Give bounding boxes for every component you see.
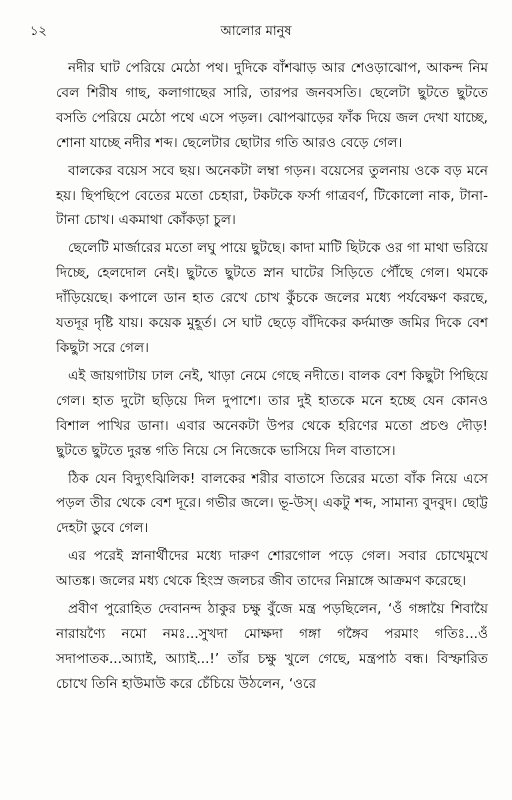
paragraph-1: নদীর ঘাট পেরিয়ে মেঠো পথ। দুদিকে বাঁশঝাড় আর শেওড়াঝোপ, আকন্দ নিম বেল শিরীষ গাছ, কলাগাছের সারি, তারপর জনবসতি। ছেলেটা ছুটতে ছুটতে বসতি পেরিয়ে মেঠো পথে এসে পড়ল। ঝোপঝাড়ের ফাঁক দিয়ে জল দেখা যাচ্ছে, শোনা যাচ্ছে নদীর শব্দ। ছেলেটার ছোটার গতি আরও বেড়ে গেল। xyxy=(56,60,488,151)
paragraph-4: এই জায়গাটায় ঢাল নেই, খাড়া নেমে গেছে নদীতে। বালক বেশ কিছুটা পিছিয়ে গেল। হাত দুটো ছড়িয়ে দিল দুপাশে। তার দুই হাতকে মনে হচ্ছে যেন কোনও বিশাল পাখির ডানা। এবার অনেকটা উপর থেকে হরিণের মতো প্রচণ্ড দৌড়! ছুটতে ছুটতে দুরন্ত গতি নিয়ে সে নিজেকে ভাসিয়ে দিল বাতাসে। xyxy=(56,367,488,459)
paragraph-5: ঠিক যেন বিদ্যুৎঝিলিক! বালকের শরীর বাতাসে তিরের মতো বাঁক নিয়ে এসে পড়ল তীর থেকে বেশ দূরে। গভীর জলে। ভূ-উস্। একটু শব্দ, সামান্য বুদবুদ। ছোট্ট দেহটা ডুবে গেল। xyxy=(56,470,488,537)
paragraph-6: এর পরেই স্নানার্থীদের মধ্যে দারুণ শোরগোল পড়ে গেল। সবার চোখেমুখে আতঙ্ক। জলের মধ্য থেকে হিংস্র জলচর জীব তাদের নিম্নাঙ্গে আক্রমণ করেছে। xyxy=(56,548,488,590)
body-text xyxy=(56,56,488,700)
running-title: আলোর মানুষ xyxy=(220,24,292,39)
page-number: ১২ xyxy=(30,24,47,39)
page-header xyxy=(30,22,482,42)
paragraph-3: ছেলেটি মার্জারের মতো লঘু পায়ে ছুটছে। কাদা মাটি ছিটকে ওর গা মাথা ভরিয়ে দিচ্ছে, হেলদোল নেই। ছুটতে ছুটতে স্নান ঘাটের সিড়িতে পৌঁছে গেল। থমকে দাঁড়িয়েছে। কপালে ডান হাত রেখে চোখ কুঁচকে জলের মধ্যে পর্যবেক্ষণ করছে, যতদূর দৃষ্টি যায়। কয়েক মুহূর্ত। সে ঘাট ছেড়ে বাঁদিকের কর্দমাক্ত জমির দিকে বেশ কিছুটা সরে গেল। xyxy=(56,240,488,356)
paragraph-2: বালকের বয়েস সবে ছয়। অনেকটা লম্বা গড়ন। বয়েসের তুলনায় ওকে বড় মনে হয়। ছিপছিপে বেতের মতো চেহারা, টকটকে ফর্সা গাত্রবর্ণ, টিকোলো নাক, টানা-টানা চোখ। একমাথা কোঁকড়া চুল। xyxy=(56,162,488,229)
paragraph-7: প্রবীণ পুরোহিত দেবানন্দ ঠাকুর চক্ষু বুঁজে মন্ত্র পড়ছিলেন, ‘ওঁ গঙ্গায়ৈ শিবায়ৈ নারায়ণ্যৈ নমো নমঃ...সুখদা মোক্ষদা গঙ্গা গঙ্গৈব পরমাং গতিঃ...ওঁ সদাপাতক...আ্যাই, আ্যাই...!’ তাঁর চক্ষু খুলে গেছে, মন্ত্রপাঠ বন্ধ। বিস্ফারিত চোখে তিনি হাউমাউ করে চেঁচিয়ে উঠলেন, ‘ওরে xyxy=(56,601,488,692)
